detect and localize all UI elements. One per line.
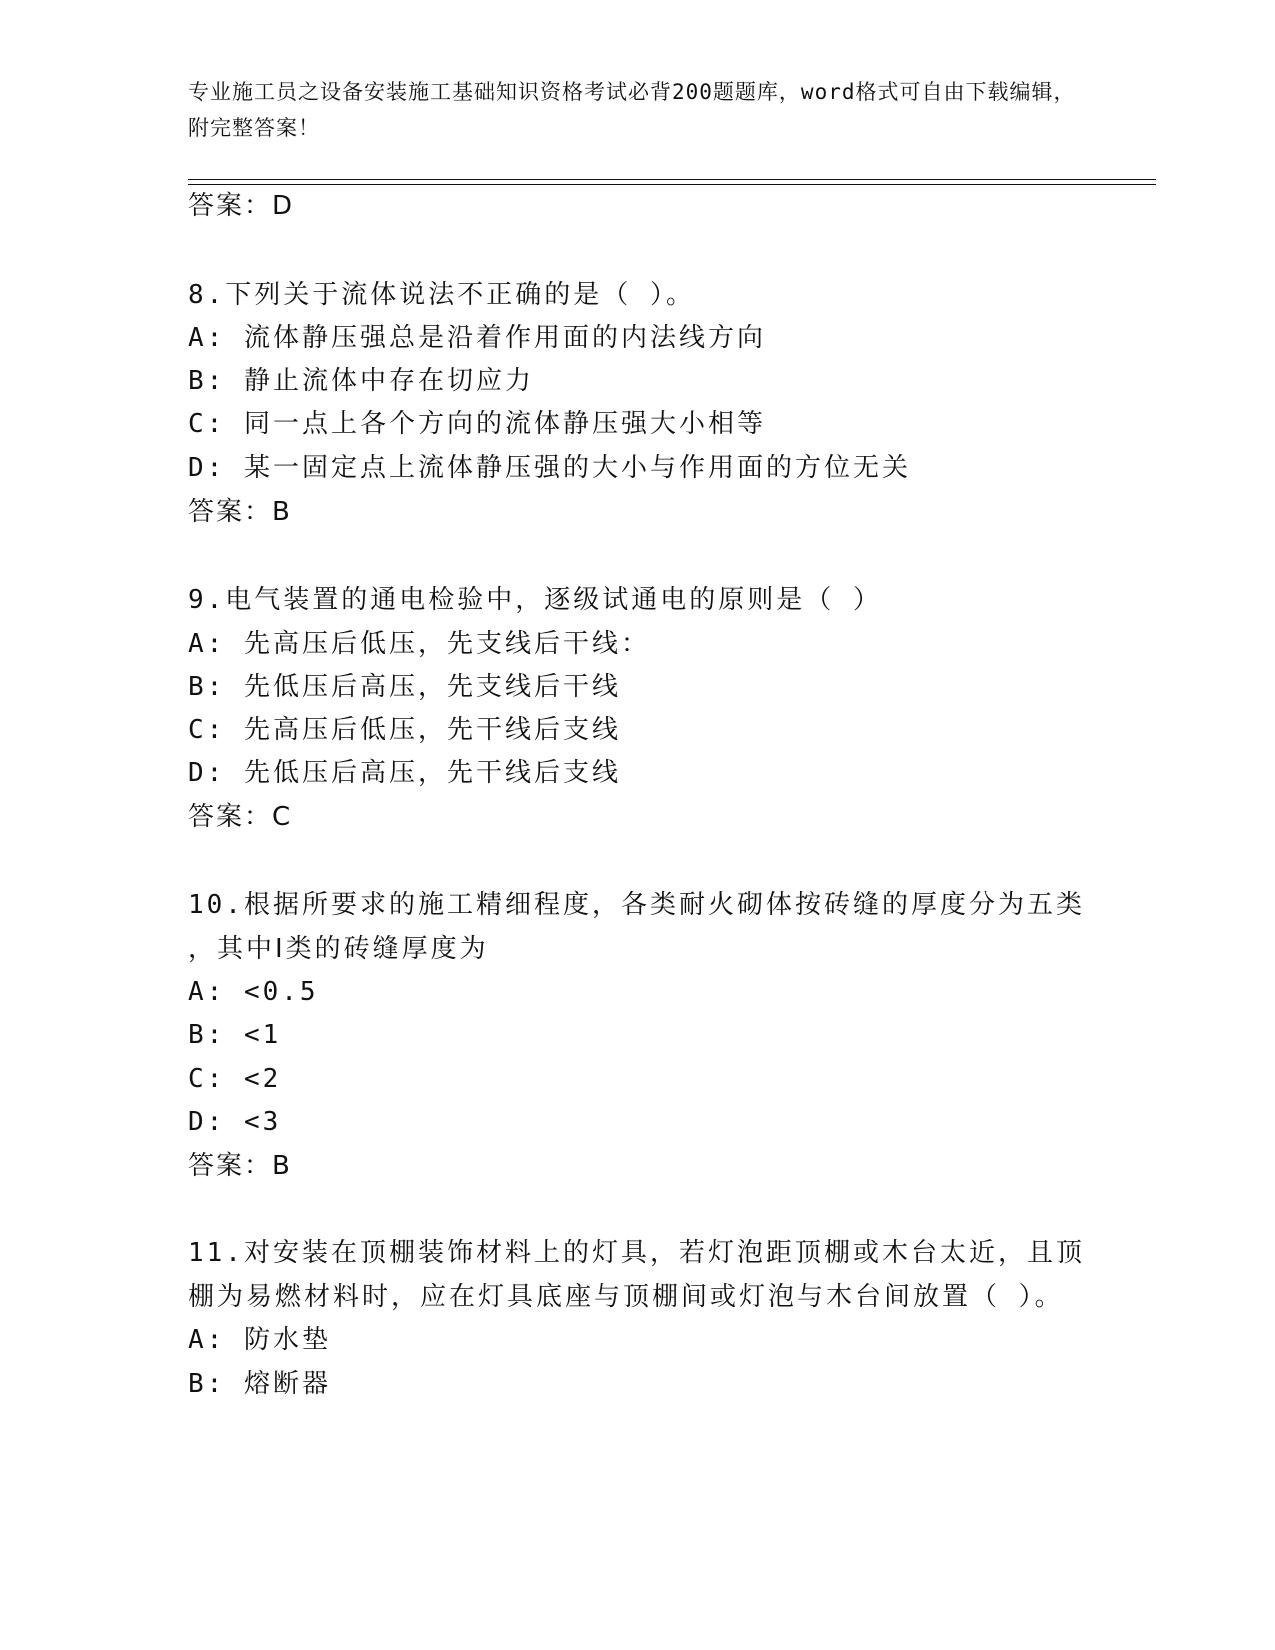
q8-option-a: A: 流体静压强总是沿着作用面的内法线方向 bbox=[188, 323, 766, 353]
answer-q9: 答案：C bbox=[188, 802, 293, 832]
question-8: 8.下列关于流体说法不正确的是（ ）。 bbox=[188, 280, 695, 310]
q9-option-d: D: 先低压后高压，先干线后支线 bbox=[188, 758, 621, 788]
q10-option-c: C: <2 bbox=[188, 1064, 282, 1094]
q9-option-a: A: 先高压后低压，先支线后干线： bbox=[188, 629, 650, 659]
document-header: 专业施工员之设备安装施工基础知识资格考试必背200题题库，word格式可自由下载编辑，附完整答案！ bbox=[188, 80, 1076, 140]
question-10-line1: 10.根据所要求的施工精细程度，各类耐火砌体按砖缝的厚度分为五类 bbox=[188, 890, 1085, 920]
q8-option-d: D: 某一固定点上流体静压强的大小与作用面的方位无关 bbox=[188, 453, 911, 483]
q9-option-c: C: 先高压后低压，先干线后支线 bbox=[188, 715, 621, 745]
answer-q7: 答案：D bbox=[188, 191, 295, 221]
q10-option-a: A: <0.5 bbox=[188, 977, 319, 1007]
question-10-line2: ，其中Ⅰ类的砖缝厚度为 bbox=[188, 934, 489, 964]
question-11-line1: 11.对安装在顶棚装饰材料上的灯具，若灯泡距顶棚或木台太近，且顶 bbox=[188, 1238, 1085, 1268]
answer-q8: 答案：B bbox=[188, 497, 292, 527]
header-rule-bottom bbox=[188, 184, 1156, 185]
question-11-line2: 棚为易燃材料时，应在灯具底座与顶棚间或灯泡与木台间放置（ ）。 bbox=[188, 1282, 1064, 1312]
answer-q10: 答案：B bbox=[188, 1151, 292, 1181]
q10-option-d: D: <3 bbox=[188, 1107, 282, 1137]
header-rule-top bbox=[188, 179, 1156, 180]
q8-option-b: B: 静止流体中存在切应力 bbox=[188, 366, 534, 396]
q10-option-b: B: <1 bbox=[188, 1020, 282, 1050]
q9-option-b: B: 先低压后高压，先支线后干线 bbox=[188, 672, 621, 702]
question-9: 9.电气装置的通电检验中，逐级试通电的原则是（ ） bbox=[188, 585, 882, 615]
q11-option-a: A: 防水垫 bbox=[188, 1325, 331, 1355]
q11-option-b: B: 熔断器 bbox=[188, 1369, 331, 1399]
q8-option-c: C: 同一点上各个方向的流体静压强大小相等 bbox=[188, 409, 766, 439]
